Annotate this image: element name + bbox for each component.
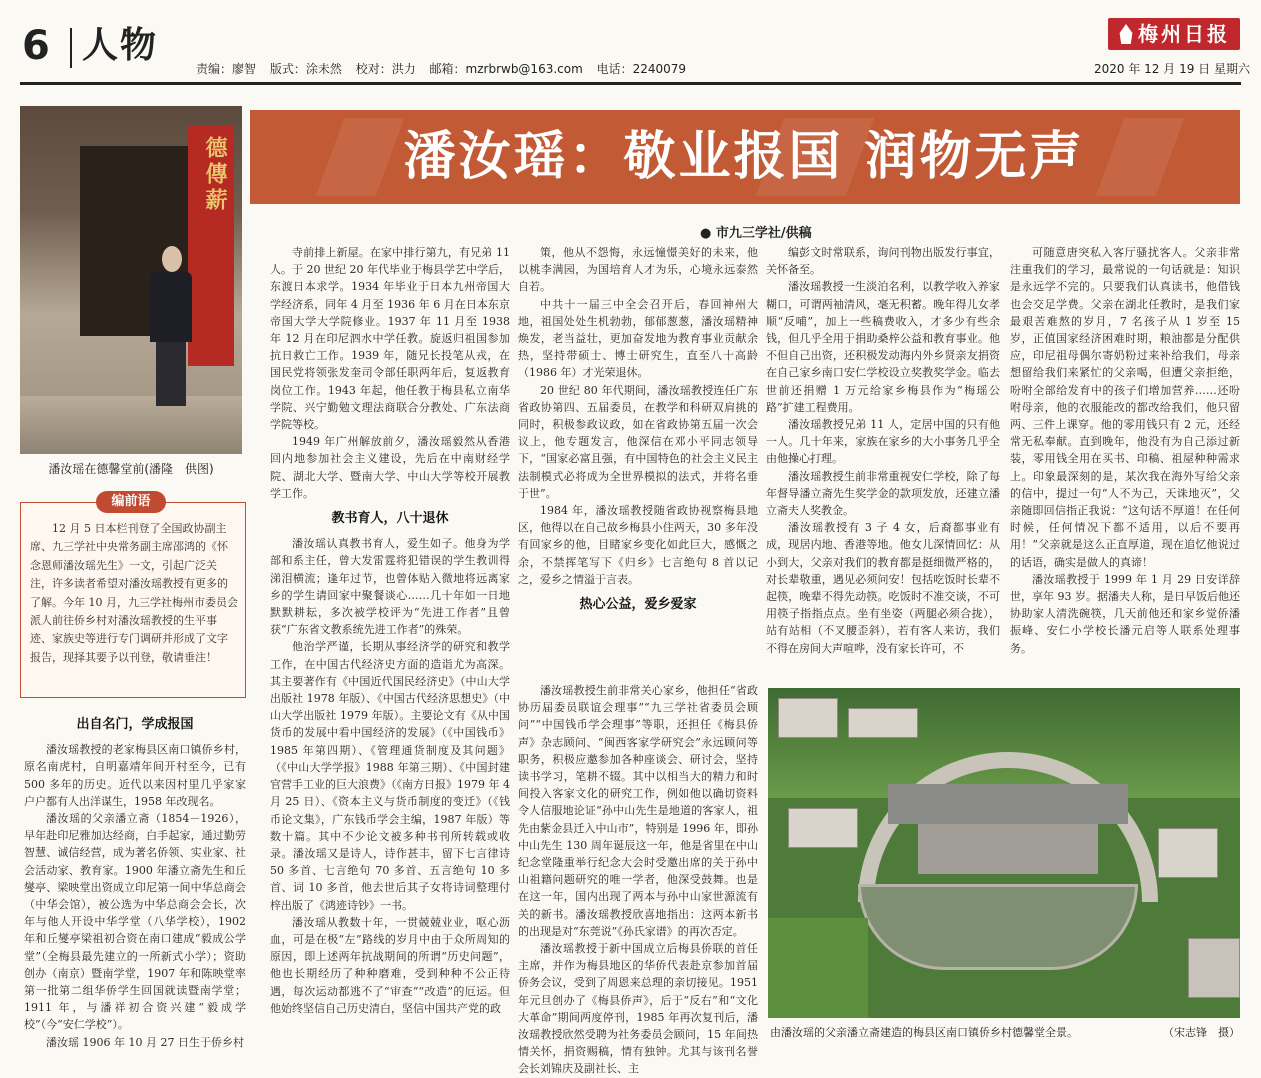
village-aerial-photo <box>768 688 1240 1018</box>
side-house <box>1158 828 1218 878</box>
paragraph: 中共十一届三中全会召开后，春回神州大地，祖国处处生机勃勃，郁郁葱葱，潘汝瑶精神焕发，老当益壮，更加奋发地为教育事业贡献余热，坚持带硕士、博士研究生，直至八十高龄（1986 年）才光荣退休。 <box>518 297 758 380</box>
caption-text: 由潘汝瑶的父亲潘立斋建造的梅县区南口镇侨乡村德馨堂全景。 <box>770 1026 1078 1039</box>
issue-date: 2020 年 12 月 19 日 星期六 <box>1094 62 1250 76</box>
credit-proofreader: 校对：洪力 <box>355 62 416 76</box>
vegetable-field <box>768 918 868 1018</box>
paragraph: 潘汝瑶教授生前非常重视安仁学校，除了每年督导潘立斋先生奖学金的款项发放，还建立潘立斋夫人奖教金。 <box>766 469 1000 518</box>
paragraph: 编彭文时常联系，询问刊物出版发行事宜，关怀备至。 <box>766 246 1000 277</box>
paragraph: 潘汝瑶教授于 1999 年 1 月 29 日安详辞世，享年 93 岁。据潘夫人称，是日早饭后他还协助家人清洗碗筷，几天前他还和家乡觉侨潘振峰、安仁小学校长潘元启等人联系处理事务。 <box>1010 572 1240 655</box>
credit-layout: 版式：涂未然 <box>269 62 342 76</box>
person-figure <box>148 246 194 406</box>
photo-caption: 潘汝瑶在德馨堂前(潘隆 供图) <box>48 462 214 476</box>
byline: ● 市九三学社/供稿 <box>700 226 812 241</box>
inner-roof <box>918 824 1098 874</box>
paragraph: 寺前排上新屋。在家中排行第九，有兄弟 11 人。于 20 世纪 20 年代毕业于梅县学艺中学后，东渡日本求学。1934 年毕业于日本九州帝国大学经济系，同年 4 月至 1936 年 6 月在日本东京帝国大学大学院修业。1937 年 11 月至 1938 年 12 月在印尼泗水中学任教。旋返归祖国参加抗日救亡工作。1939 年，随兄长投笔从戎，在国民党将领张发奎司令部任职两年后，复返教育岗位工作。1943 年起，他任教于梅县私立南华学院、兴宁勤勉文理法商联合分教处、广东法商学院等校。 <box>270 246 510 432</box>
credit-editor: 责编：廖智 <box>196 62 257 76</box>
stone-steps <box>20 396 242 454</box>
column-3-lower <box>518 682 758 1076</box>
paragraph: 20 世纪 80 年代期间，潘汝瑶教授连任广东省政协第四、五届委员，在教学和科研双肩挑的同时，积极参政议政，如在省政协第五届一次会议上，他专题发言，他深信在邓小平同志领导下，“国家必富且强，有中国特色的社会主义民主法制模式必将成为全世界模拟的法式，并将名垂于世”。 <box>518 383 758 500</box>
paragraph: 潘汝瑶认真教书育人，爱生如子。他身为学部和系主任，曾大发雷霆将犯错误的学生教训得涕泪横流；逢年过节，也曾体贴入微地将远离家乡的学生请回家中聚餐谈心……几十年如一日地默默耕耘，多次被学校评为“先进工作者”且曾获“广东省文教系统先进工作者”的殊荣。 <box>270 537 510 637</box>
paragraph: 策，他从不怨悔，永远憧憬美好的未来，他以桃李满园，为国培育人才为乐，心境永远泰然自若。 <box>518 246 758 294</box>
newspaper-logo <box>1108 18 1240 50</box>
hall-roof <box>888 784 1128 824</box>
section-heading: 教书育人，八十退休 <box>331 511 449 527</box>
photo-credit: （宋志锋 摄） <box>1163 1026 1240 1039</box>
paragraph: 1949 年广州解放前夕，潘汝瑶毅然从香港回内地参加社会主义建设，先后在中南财经学院、湖北大学、暨南大学、中山大学等校开展教学工作。 <box>270 435 510 500</box>
credit-phone: 电话：2240079 <box>596 62 687 76</box>
column-2 <box>270 244 510 1064</box>
paragraph: 潘汝瑶教授兄弟 11 人，定居中国的只有他一人。几十年来，家族在家乡的大小事务几乎全由他操心打理。 <box>766 418 1000 466</box>
side-house <box>788 808 858 848</box>
paragraph: 潘汝瑶教授有 3 子 4 女，后裔都事业有成，现居内地、香港等地。他女儿深情回忆：从小到大，父亲对我们的教育都是挺细微严格的，对长辈敬重，遇见必须问安！包括吃饭时长辈不起筷，晚辈不得先动筷。吃饭时不准交谈，不可用筷子指指点点。坐有坐姿（两腿必须合拢），站有站相（不叉腰歪斜），若有客人来访，我们不得在房间大声喧哗，没有家长许可，不 <box>766 521 1000 655</box>
page-number: 6 <box>22 23 50 69</box>
column-3 <box>518 244 758 676</box>
section-heading: 出自名门，学成报国 <box>76 717 194 732</box>
column-1 <box>24 708 246 1063</box>
column-4 <box>766 244 1000 676</box>
newspaper-name: 梅州日报 <box>1138 22 1230 46</box>
house <box>778 698 838 738</box>
section-heading: 热心公益，爱乡爱家 <box>579 597 697 613</box>
pond <box>858 884 1138 970</box>
flame-icon <box>1118 24 1134 44</box>
header-divider <box>70 28 72 68</box>
paragraph: 1984 年，潘汝瑶教授随省政协视察梅县地区，他得以在自己故乡梅县小住两天，30 多年没有回家乡的他，目睹家乡变化如此巨大，感慨之余，不禁挥笔写下《归乡》七言绝句 8 首以记之，爱乡之情溢于言表。 <box>518 504 758 586</box>
section-title: 人物 <box>82 25 159 66</box>
paragraph: 潘汝瑶教授的老家梅县区南口镇侨乡村，原名南虎村，自明嘉靖年间开村至今，已有 500 多年的历史。近代以来因村里几乎家家户户都有人出洋谋生，1958 年改现名。 <box>24 743 246 808</box>
credit-email: 邮箱：mzrbrwb@163.com <box>429 62 583 76</box>
paragraph: 可随意唐突私入客厅骚扰客人。父亲非常注重我们的学习，最常说的一句话就是：知识是永远学不完的。只要我们认真读书，他借钱也会交足学费。父亲在湖北任教时，是我们家最艰苦难熬的岁月，7 名孩子从 1 岁至 15 岁，正值国家经济困难时期，粮油都是分配供应，印尼祖母偶尔寄奶粉过来补给我们，母亲想留给我们来紧忙的父亲喝，但遭父亲拒绝，吩咐全部给发育中的孩子们增加营养……还吩咐母亲，他的衣服能改的都改给我们，他只留两、三件上课穿。他的零用钱只有 2 元，还经常无私奉献。直到晚年，他没有为自己添过新装，零用钱全用在买书、印稿、祖屋种种需求上。印象最深刻的是，某次我在海外写给父亲的信中，提过一句“人不为己，天诛地灭”，父亲随即回信指正我说：“这句话不厚道！在任何时候，任何情况下都不适用，以后不要再用！”父亲就是这么正直厚道，现在追忆他说过的话语，确实是做人的真谛！ <box>1010 246 1240 569</box>
paragraph: 他治学严谨，长期从事经济学的研究和教学工作，在中国古代经济史方面的造诣尤为高深。其主要著作有《中国近代国民经济史》（中山大学出版社 1978 年版）、《中国古代经济思想史》（中山大学出版社 1979 年版）。主要论文有《从中国货币的发展中看中国经济的发展》（《中国钱币》1985 年第四期）、《管理通货制度及其问题》（《中山大学学报》1988 年第三期）、《中国封建官营手工业的巨大浪费》（《南方日报》1979 年 4 月 25 日）、《资本主义与货币制度的变迁》（《钱币论文集》，广东钱币学会主编，1987 年版）等数十篇。其中不少论文被多种书刊所转载或收录。潘汝瑶又是诗人，诗作甚丰，留下七言律诗 50 多首、七言绝句 70 多首、五言绝句 10 多首、词 10 多首，他去世后其子女将诗词整理付梓出版了《鸿迹诗钞》一书。 <box>270 640 510 912</box>
column-5 <box>1010 244 1240 676</box>
editor-note-text: 12 月 5 日本栏刊登了全国政协副主席、九三学社中央常务副主席邵鸿的《怀念恩师潘汝瑶先生》一文，引起广泛关注，许多读者希望对潘汝瑶教授有更多的了解。今年 10 月，九三学社梅州市委员会派人前往侨乡村对潘汝瑶教授的生平事迹、家族史等进行专门调研并形成了文字报告，现择其要予以刊登，敬请垂注！ <box>30 522 238 664</box>
paragraph: 潘汝瑶的父亲潘立斋（1854－1926），早年赴印尼雅加达经商，白手起家，通过勤劳智慧、诚信经营，成为著名侨领、实业家、社会活动家、教育家。1900 年潘立斋先生和丘燮亭、梁映堂出资成立印尼第一间中华总商会（中华会馆），被公选为中华总商会会长，次年与他人开设中华学堂（八华学校），1902 年和丘燮亭梁祖初合资在南口建成“毅成公学堂”（全梅县最先建立的一所新式小学）；资助创办（南京）暨南学堂，1907 年和陈映堂率第一批第二组华侨学生回国就读暨南学堂；1911 年，与潘祥初合资兴建“毅成学校”（今“安仁学校”）。 <box>24 812 246 1032</box>
house <box>848 708 918 738</box>
paragraph: 潘汝瑶教授生前非常关心家乡，他担任“省政协历届委员联谊会理事”“九三学社省委员会顾问”“中国钱币学会理事”等职，还担任《梅县侨声》杂志顾问、“闽西客家学研究会”永远顾问等职务，积极应邀参加各种座谈会、研讨会，坚持读书学习，笔耕不辍。其中以相当大的精力和时间投入客家文化的研究工作，例如他以确切资料令人信服地论证“孙中山先生是地道的客家人，祖先由紫金县迁入中山市”，特别是 1996 年，即孙中山先生 130 周年诞辰这一年，他是省里在中山纪念堂隆重举行纪念大会时受邀出席的关于孙中山祖籍问题研究的唯一学者，他深受鼓舞。也是在这一年，国内出现了两本与孙中山家世源流有关的新书。潘汝瑶教授欣喜地指出：这两本新书的出现是对“东莞说”《孙氏家谱》的再次否定。 <box>518 684 758 938</box>
paragraph: 潘汝瑶教授一生淡泊名利，以教学收入养家糊口，可谓两袖清风，毫无积蓄。晚年得儿女孝顺“反哺”，加上一些稿费收入，才多少有些余钱，但几乎全用于捐助桑梓公益和教育事业。他不但自己出资，还积极发动海内外乡贤亲友捐资在自己家乡南口安仁学校设立奖教奖学金。临去世前还捐赠 1 万元给家乡梅县作为“梅瑶公路”扩建工程费用。 <box>766 280 1000 414</box>
portrait-photo <box>20 106 242 454</box>
header-rule <box>20 82 1241 85</box>
paragraph: 潘汝瑶 1906 年 10 月 27 日生于侨乡村 <box>46 1035 244 1049</box>
paragraph: 潘汝瑶教授于新中国成立后梅县侨联的首任主席，并作为梅县地区的华侨代表赴京参加首届侨务会议，受到了周恩来总理的亲切接见。1951 年元旦创办了《梅县侨声》，后于“反右”和“文化大革命”期间两度停刊，1985 年再次复刊后，潘汝瑶教授欣然受聘为社务委员会顾问，15 年间热情关怀，捐资赐稿，情有独钟。尤其与该刊名誉会长刘锦庆及副社长、主 <box>518 942 758 1076</box>
article-title: 潘汝瑶：敬业报国 润物无声 <box>403 127 1085 187</box>
editor-note-tag: 编前语 <box>96 491 166 513</box>
corner-house <box>1188 938 1240 998</box>
paragraph: 潘汝瑶从教数十年，一贯兢兢业业，呕心沥血，可是在极“左”路线的岁月中由于众所周知的原因，即上述两年抗战期间的所谓“历史问题”，他也长期经历了种种磨难，受到种种不公正待遇，每次运动都逃不了“审查”“改造”的厄运。但他始终坚信自己历史清白，坚信中国共产党的政 <box>270 915 510 1015</box>
village-photo-caption <box>770 1024 1240 1040</box>
editor-credits <box>196 60 696 77</box>
couplet-text: 德傳薪 <box>202 136 228 214</box>
